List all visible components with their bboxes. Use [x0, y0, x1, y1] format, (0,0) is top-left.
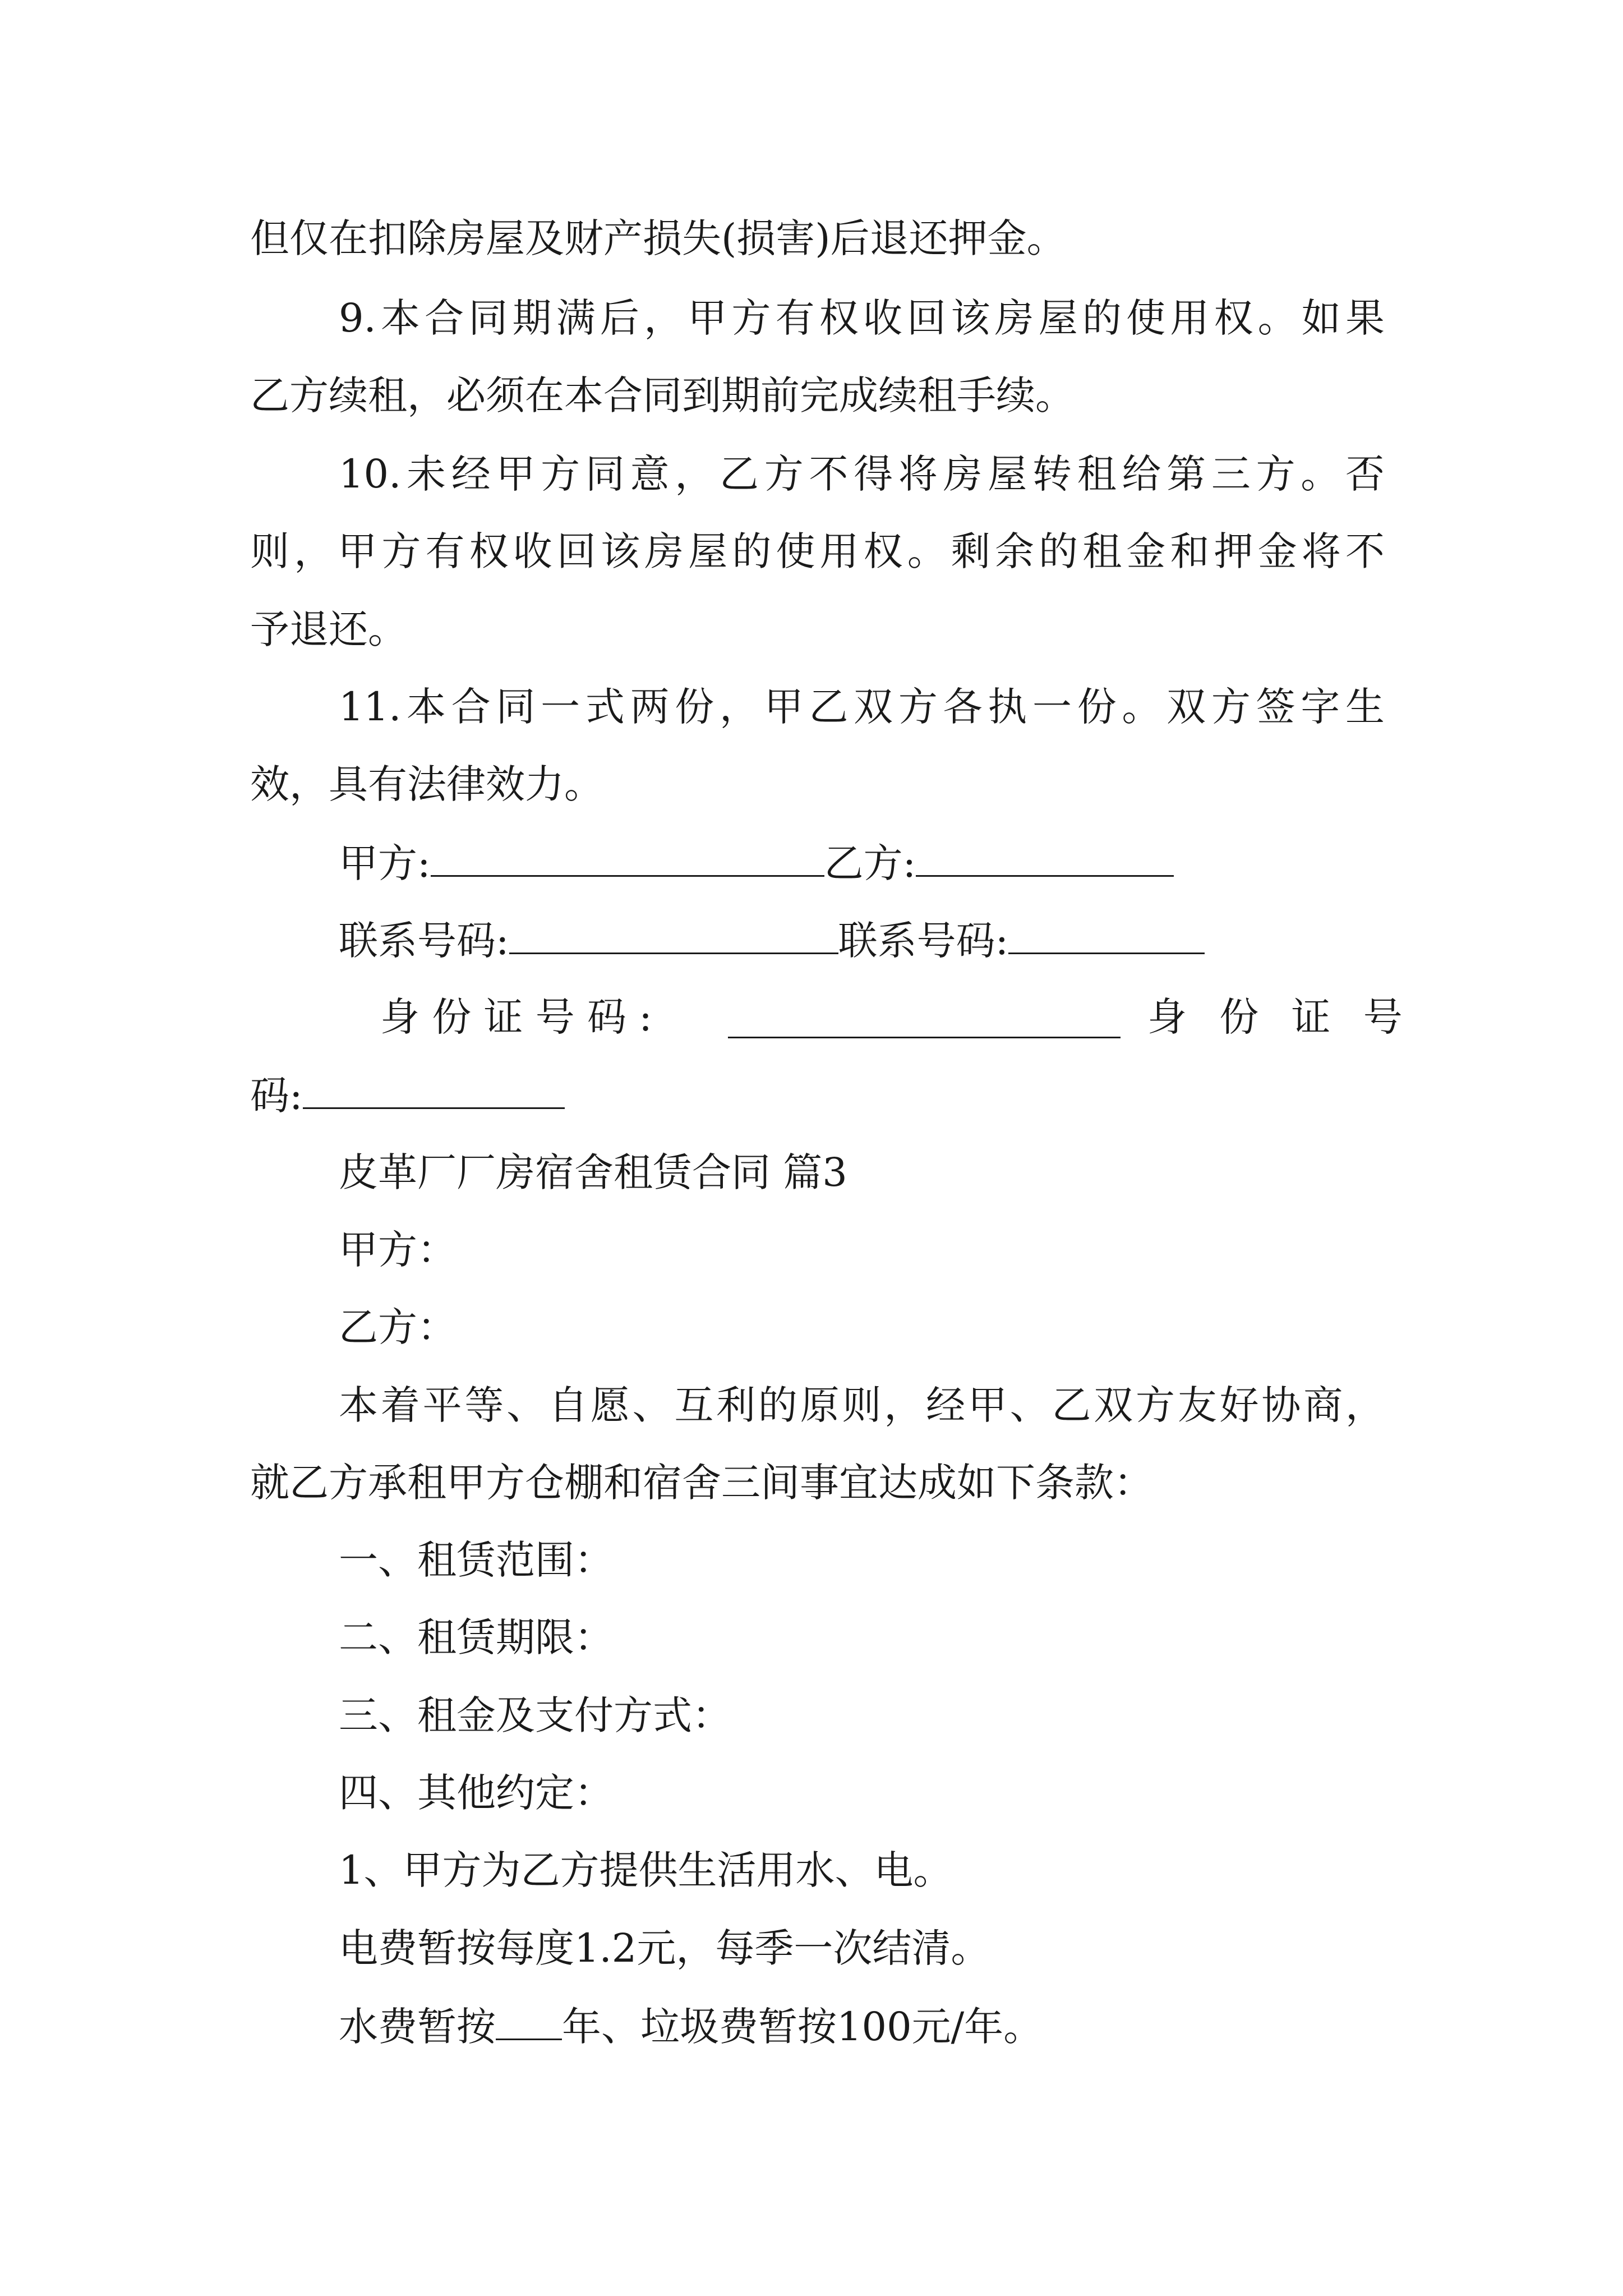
text-line: 予退还。 — [250, 606, 407, 652]
phone-b-blank — [1008, 920, 1205, 954]
party-b-label: 乙方: — [824, 840, 916, 886]
item-line: 四、其他约定： — [339, 1770, 614, 1816]
item-line: 二、租赁期限： — [339, 1614, 614, 1660]
party-a-label: 甲方: — [339, 840, 431, 886]
text-line: 11.本合同一式两份，甲乙双方各执一份。双方签字生 — [339, 684, 1385, 730]
text-line: 9.本合同期满后，甲方有权收回该房屋的使用权。如果 — [339, 295, 1385, 341]
text-line: 乙方续租，必须在本合同到期前完成续租手续。 — [250, 372, 1075, 418]
intro-line: 本着平等、自愿、互利的原则，经甲、乙双方友好协商， — [339, 1382, 1385, 1428]
clause-line: 1、甲方为乙方提供生活用水、电。 — [339, 1847, 953, 1893]
id-b-blank — [303, 1075, 565, 1109]
text-line: 但仅在扣除房屋及财产损失(损害)后退还押金。 — [250, 215, 1066, 261]
id-b-row — [250, 1073, 565, 1119]
party-a-signature-row — [339, 840, 1174, 886]
id-a-blank — [728, 1004, 1121, 1038]
intro-line: 就乙方承租甲方仓棚和宿舍三间事宜达成如下条款： — [250, 1460, 1153, 1506]
clause-line: 电费暂按每度1.2元，每季一次结清。 — [339, 1925, 990, 1971]
text-line: 则，甲方有权收回该房屋的使用权。剩余的租金和押金将不 — [250, 528, 1385, 574]
section-heading: 皮革厂厂房宿舍租赁合同 篇3 — [339, 1149, 847, 1195]
text-line: 10.未经甲方同意，乙方不得将房屋转租给第三方。否 — [339, 451, 1385, 497]
party-a-blank — [431, 843, 824, 877]
party-b-line: 乙方： — [339, 1304, 457, 1350]
water-fee-line — [339, 2004, 1043, 2050]
item-line: 三、租金及支付方式： — [339, 1692, 731, 1738]
party-a-line: 甲方： — [339, 1227, 457, 1273]
phone-b-label: 联系号码: — [838, 918, 1009, 964]
water-prefix: 水费暂按 — [339, 2004, 496, 2050]
water-suffix: 年、垃圾费暂按100元/年。 — [562, 2004, 1043, 2050]
water-fee-blank — [496, 2006, 562, 2040]
phone-signature-row — [339, 918, 1205, 964]
id-b-label-cont: 码: — [250, 1073, 303, 1119]
id-b-label: 身 份 证 号 — [1147, 994, 1413, 1040]
item-line: 一、租赁范围： — [339, 1537, 614, 1583]
phone-a-label: 联系号码: — [339, 918, 509, 964]
phone-a-blank — [509, 920, 838, 954]
text-line: 效，具有法律效力。 — [250, 761, 603, 807]
party-b-blank — [916, 843, 1174, 877]
id-a-label: 身 份 证 号 码 : — [380, 994, 652, 1040]
